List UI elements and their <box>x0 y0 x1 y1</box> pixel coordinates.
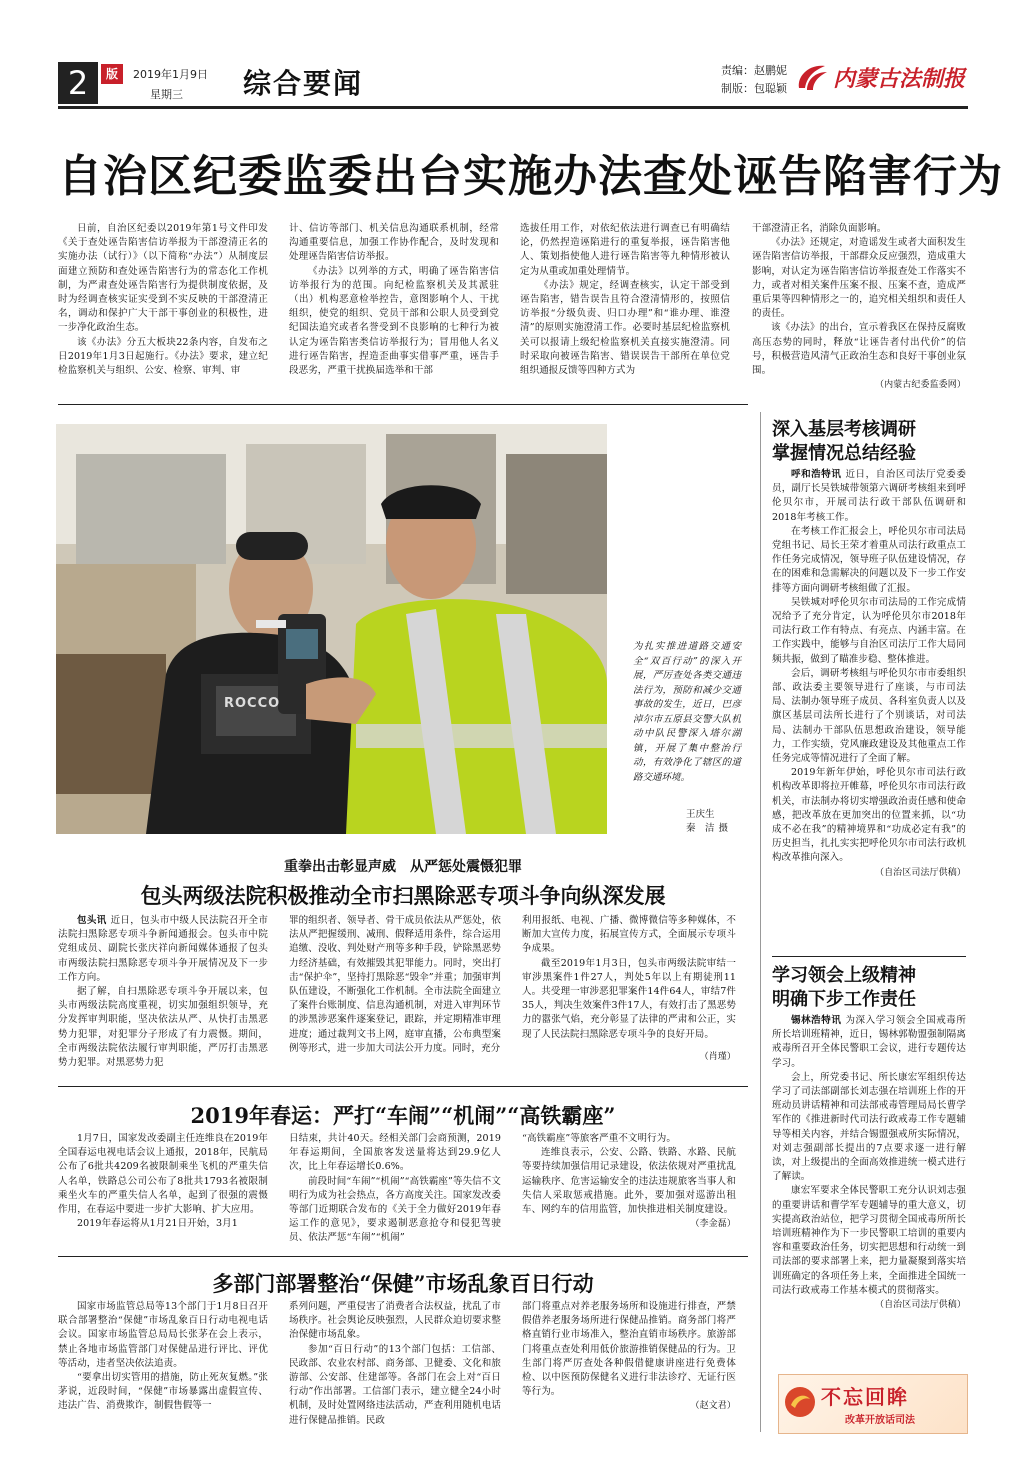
paragraph: “要拿出切实管用的措施，防止死灰复燃。”张茅说，近段时间，“保健”市场暴露出虚假宣传、违法广告、消费欺诈，制假售假等一 <box>58 1372 268 1412</box>
story-column <box>522 914 736 1064</box>
credit-name: 秦 洁 <box>686 823 715 834</box>
paragraph: 锡林浩特讯 为深入学习领会全国戒毒所所长培训班精神，近日，锡林郭勒盟强制隔离戒毒所召开全体民警职工会议，进行专题传达学习。 <box>772 1015 966 1069</box>
paragraph: 呼和浩特讯 近日，自治区司法厅党委委员，副厅长吴铁城带领第六调研考核组来到呼伦贝尔市，开展司法行政干部队伍调研和2018年考核工作。 <box>772 469 966 523</box>
issue-weekday: 星期三 <box>150 88 183 101</box>
story-kicker: 重拳出击彰显声威 从严惩处震慑犯罪 <box>284 859 522 875</box>
logo-swirl-icon <box>795 62 829 94</box>
section-title: 综合要闻 <box>243 67 364 100</box>
paragraph: 该《办法》分五大板块22条内容，自发布之日2019年1月3日起施行。《办法》要求，建立纪检监察机关与组织、公安、检察、审判、审 <box>58 336 268 377</box>
story-headline: 多部门部署整治“保健”市场乱象百日行动 <box>212 1271 594 1296</box>
lead-column <box>289 222 499 378</box>
source-credit: （内蒙古纪委监委网） <box>874 380 966 391</box>
editor-credit: 责编：赵鹏妮 <box>721 64 787 77</box>
paragraph: 1月7日，国家发改委副主任连维良在2019年全国春运电视电话会议上通报，2018年，民航局公布了6批共4209名被限制乘坐飞机的严重失信人名单，铁路总公司公布了8批共1793名被限制乘坐火车的严重失信人名单，起到了很强的震慑作用，在春运中要进一步扩大影响、扩大应用。 <box>58 1133 268 1216</box>
caption-text: 为扎实推进道路交通安全“双百行动”的深入开展，严厉查处各类交通违法行为，预防和减少交通事故的发生，近日，巴彦淖尔市五原县交警大队机动中队民警深入塔尔湖镇，开展了集中整治行动，有效净化了辖区的道路交通环境。 <box>633 641 741 783</box>
photo-caption <box>633 640 741 785</box>
sidebar-headline: 掌握情况总结经验 <box>772 443 916 464</box>
paragraph: 干部澄清正名，消除负面影响。 <box>752 223 887 234</box>
ad-title: 不忘回眸 <box>821 1385 909 1409</box>
paragraph: 包头讯 近日，包头市中级人民法院召开全市法院扫黑除恶专项斗争新闻通报会。包头市中院党组成员、副院长张庆祥向新闻媒体通报了包头市两级法院扫黑除恶专项斗争开展情况及下一步工作方向。 <box>58 915 268 983</box>
paragraph: 计、信访等部门、机关信息沟通联系机制，经常沟通重要信息，加强工作协作配合，及时发现和处理诬告陷害信访举报。 <box>289 223 499 263</box>
story-column <box>522 1300 736 1414</box>
paragraph: 《办法》以列举的方式，明确了诬告陷害信访举报行为的范围。向纪检监察机关及其派驻（出）机构恶意检举控告，意图影响个人、干扰组织，使党的组织、党员干部和公职人员受到党纪国法追究或者名誉受到不良影响的七种行为被认定为诬告陷害类信访举报行为；冒用他人名义进行诬告陷害，捏造歪曲事实借事严重，诬告手段恶劣，严重干扰换届选举和干部 <box>289 265 499 377</box>
byline: 锡林浩特讯 <box>791 1015 842 1026</box>
paragraph: 利用报纸、电视、广播、微博微信等多种媒体，不断加大宣传力度，拓展宣传方式，全面展示专项斗争成果。 <box>522 915 736 955</box>
lead-column <box>752 222 966 392</box>
story-headline: 包头两级法院积极推动全市扫黑除恶专项斗争向纵深发展 <box>140 883 666 908</box>
story-column <box>58 1132 268 1231</box>
issue-date: 2019年1月9日 <box>133 68 208 81</box>
paper-name: 内蒙古法制报 <box>833 66 966 92</box>
paper-logo <box>795 60 965 96</box>
story-column <box>58 914 268 1070</box>
paragraph: 连维良表示，公安、公路、铁路、水路、民航等要持续加强信用记录建设，依法依规对严重扰乱运输秩序、危害运输安全的违法违规旅客当事人和失信人采取惩戒措施。此外，要加强对巡游出租车、网约车的信用监管，加快推进相关制度建设。 <box>522 1147 736 1216</box>
news-photo <box>56 424 607 834</box>
sidebar-headline: 深入基层考核调研 <box>772 419 916 440</box>
paragraph: 罪的组织者、领导者、骨干成员依法从严惩处，依法从严把握缓刑、减刑、假释适用条件，综合运用追缴、没收、判处财产刑等多种手段，铲除黑恶势力经济基础，有效摧毁其犯罪能力。同时，突出打击“保护伞”，坚持打黑除恶“毁伞”并重；加强审判队伍建设，不断强化工作机制。全市法院全面建立了案件台账制度、信息沟通机制，对进入审判环节的涉黑涉恶案件逐案登记，跟踪，并定期精准审理进度；通过裁判文书上网，庭审直播，公布典型案例等形式，进一步加大司法公开力度。同时，充分 <box>289 915 501 1054</box>
masthead <box>0 0 1024 110</box>
paragraph: 会上，所党委书记、所长康宏军组织传达学习了司法部副部长刘志强在培训班上作的开班动员讲话精神和司法部戒毒管理局局长曹学军作的《推进新时代司法行政戒毒工作专题辅导等相关内容，并结合锡盟强戒所实际情况，对刘志强副部长提出的7点要求逐一进行解读，对上级提出的全面高效推进统一模式进行了解读。 <box>772 1071 966 1183</box>
ad-banner <box>778 1374 968 1434</box>
paragraph: 《办法》还规定，对造谣发生或者大面积发生诬告陷害信访举报，干部群众反应强烈，造成重大影响，对认定为诬告陷害信访举报查处工作落实不力，或者对相关案件压案不报、压案不查，造成严重后果等四种情形之一的，追究相关组织和责任人的责任。 <box>752 237 966 320</box>
source-credit: （自治区司法厅供稿） <box>874 867 966 878</box>
source-credit: （李金磊） <box>690 1219 736 1230</box>
source-credit: （自治区司法厅供稿） <box>874 1300 966 1311</box>
producer-credit: 制版：包聪颖 <box>721 82 787 95</box>
byline: 包头讯 <box>77 915 107 926</box>
photo-credit <box>686 808 750 836</box>
lead-column <box>520 222 730 378</box>
lead-headline: 自治区纪委监委出台实施办法查处诬告陷害行为 <box>58 151 1003 202</box>
story-column <box>289 1132 501 1246</box>
paragraph: “高铁霸座”等旅客严重不文明行为。 <box>522 1133 676 1144</box>
paragraph: 前段时间“车闹”“机闹”“高铁霸座”等失信不文明行为成为社会热点，各方高度关注。国家发改委等部门近期联合发布的《关于全力做好2019年春运工作的意见》，要求遏制恶意抢夺和侵犯驾驶员、依法严惩“车闹”“机闹” <box>289 1175 501 1244</box>
sidebar-story <box>772 964 966 1312</box>
paragraph: 国家市场监管总局等13个部门于1月8日召开联合部署整治“保健”市场乱象百日行动电视电话会议。国家市场监管总局局长张茅在会上表示，禁止各地市场监管部门对保健品进行评比、评优等活动，违者坚决依法追责。 <box>58 1301 268 1369</box>
lead-column <box>58 222 268 378</box>
ad-subtitle: 改革开放话司法 <box>845 1415 915 1426</box>
paragraph: 2019年春运将从1月21日开始，3月1 <box>77 1218 238 1230</box>
page-mark: 版 <box>101 64 123 84</box>
paragraph: 系列问题，严重侵害了消费者合法权益，扰乱了市场秩序。社会舆论反映强烈，人民群众迫切要求整治保健市场乱象。 <box>289 1301 501 1341</box>
paragraph: 参加“百日行动”的13个部门包括：工信部、民政部、农业农村部、商务部、卫健委、文化和旅游部、公安部、住建部等。各部门在会上对“百日行动”作出部署。工信部门表示，建立健全24小时机制，及时处置网络违法活动，严查利用随机电话进行保健品推销。民政 <box>289 1343 501 1426</box>
paragraph: 《办法》规定，经调查核实，认定干部受到诬告陷害，错告误告且符合澄清情形的，按照信访举报“分级负责、归口办理”和“谁办理、谁澄清”的原则实施澄清工作。必要时基层纪检监察机关可以报请上级纪检监察机关直接实施澄清。同时采取向被诬告陷害、错误误告干部所在单位党组织通报反馈等四种方式为 <box>520 279 730 377</box>
paragraph: 2019年新年伊始，呼伦贝尔市司法行政机构改革即将拉开帷幕，呼伦贝尔市司法行政机关，市法制办将切实增强政治责任感和使命感，把改革放在更加突出的位置来抓，以“功成不必在我”的精神境界和“功成必定有我”的历史担当，扎扎实实把呼伦贝尔市司法行政机构改革推向深入。 <box>772 767 966 864</box>
source-credit: （赵文君） <box>690 1401 736 1412</box>
paragraph: 选拔任用工作，对依纪依法进行调查已有明确结论，仍然捏造诬陷进行的重复举报，诬告陷害他人、策划指使他人进行诬告陷害等九种情形被认定为从重或加重处理情节。 <box>520 223 730 277</box>
paragraph: 该《办法》的出台，宣示着我区在保持反腐败高压态势的同时，释放“让诬告者付出代价”的信号，积极营造风清气正政治生态和良好干事创业氛围。 <box>752 322 966 377</box>
story-column <box>289 914 501 1056</box>
paragraph: 康宏军要求全体民警职工充分认识刘志强的重要讲话和曹学军专题辅导的重大意义，切实提高政治站位，把学习贯彻全国戒毒所所长培训班精神作为下一步民警职工培训的重要内容和重要政治任务，切实把思想和行动统一到司法部的要求部署上来，把力量凝聚到落实培训班确定的各项任务上来，全面推进全国统一司法行政戒毒工作基本模式的贯彻落实。 <box>772 1185 966 1296</box>
credit-suffix: 摄 <box>718 823 729 834</box>
credit-name: 王庆生 <box>686 809 715 820</box>
story-column <box>522 1132 736 1231</box>
sidebar-story <box>772 418 966 880</box>
paragraph: 在考核工作汇报会上，呼伦贝尔市司法局党组书记、局长王荣才着重从司法行政重点工作任务完成情况，领导班子队伍建设情况，存在的困难和急需解决的问题以及下一步工作安排等方面向调研考核组做了汇报。 <box>772 525 966 594</box>
photo-scene <box>56 424 607 834</box>
sidebar-headline: 明确下步工作责任 <box>772 989 916 1010</box>
paragraph: 吴铁城对呼伦贝尔市司法局的工作完成情况给予了充分肯定，认为呼伦贝尔市2018年司法行政工作有特点、有亮点、内涵丰富。在工作实践中，能够与自治区司法厅工作大局同频共振，做到了瞄准步稳、整体推进。 <box>772 596 966 665</box>
story-column <box>289 1300 501 1428</box>
source-credit: （肖瑾） <box>699 1051 736 1062</box>
paragraph: 截至2019年1月3日，包头市两级法院审结一审涉黑案件1件27人，判处5年以上有期徒刑11人。共受理一审涉恶犯罪案件14件64人，审结7件35人，判决生效案件3件17人，有效打击了黑恶势力的嚣张气焰，充分彰显了法律的严肃和公正，实现了人民法院扫黑除恶专项斗争的良好开局。 <box>522 957 736 1040</box>
page-number: 2 <box>58 62 98 104</box>
paragraph: 据了解，自扫黑除恶专项斗争开展以来，包头市两级法院高度重视，切实加强组织领导，充分发挥审判职能，坚决依法从严、从快打击黑恶势力犯罪，对犯罪分子形成了有力震慑。期间，全市两级法院依法履行审判职能，严厉打击黑恶势力犯罪。对黑恶势力犯 <box>58 986 268 1069</box>
paragraph: 日结束，共计40天。经相关部门会商预测，2019年春运期间，全国旅客发送量将达到29.9亿人次，比上年春运增长0.6%。 <box>289 1133 501 1173</box>
byline: 呼和浩特讯 <box>791 469 842 480</box>
story-headline: 2019年春运：严打“车闹”“机闹”“高铁霸座” <box>190 1103 616 1128</box>
paragraph: 会后，调研考核组与呼伦贝尔市市委组织部、政法委主要领导进行了座谈，与市司法局、法制办领导班子成员、各科室负责人以及旗区基层司法所长进行了个别谈话，对司法局、法制办干部队伍思想政治建设，领导能力，工作实绩，党风廉政建设及其他重点工作任务完成等情况进行了全面了解。 <box>772 667 966 765</box>
story-column <box>58 1300 268 1414</box>
paragraph: 日前，自治区纪委以2019年第1号文件印发《关于查处诬告陷害信访举报为干部澄清正名的实施办法（试行）》（以下简称“办法”）从制度层面建立预防和查处诬告陷害行为的常态化工作机制，为严肃查处诬告陷害行为提供制度依据，及时为经调查核实证实受到不实反映的干部澄清正名，调动和保护广大干部干事创业的积极性，进一步净化政治生态。 <box>58 223 268 334</box>
sidebar-headline: 学习领会上级精神 <box>772 965 916 986</box>
paragraph: 部门将重点对养老服务场所和设施进行排查，严禁假借养老服务场所进行保健品推销。商务部门将严格直销行业市场准入，整治直销市场秩序。旅游部门将重点查处利用低价旅游推销保健品的行为。卫生部门将严厉查处各种假借健康讲座进行免费体检、以中医预防保健名义进行非法诊疗、无证行医等行为。 <box>522 1301 736 1398</box>
ad-logo-icon <box>783 1385 817 1419</box>
jersey-print: ROCCO <box>224 696 281 711</box>
